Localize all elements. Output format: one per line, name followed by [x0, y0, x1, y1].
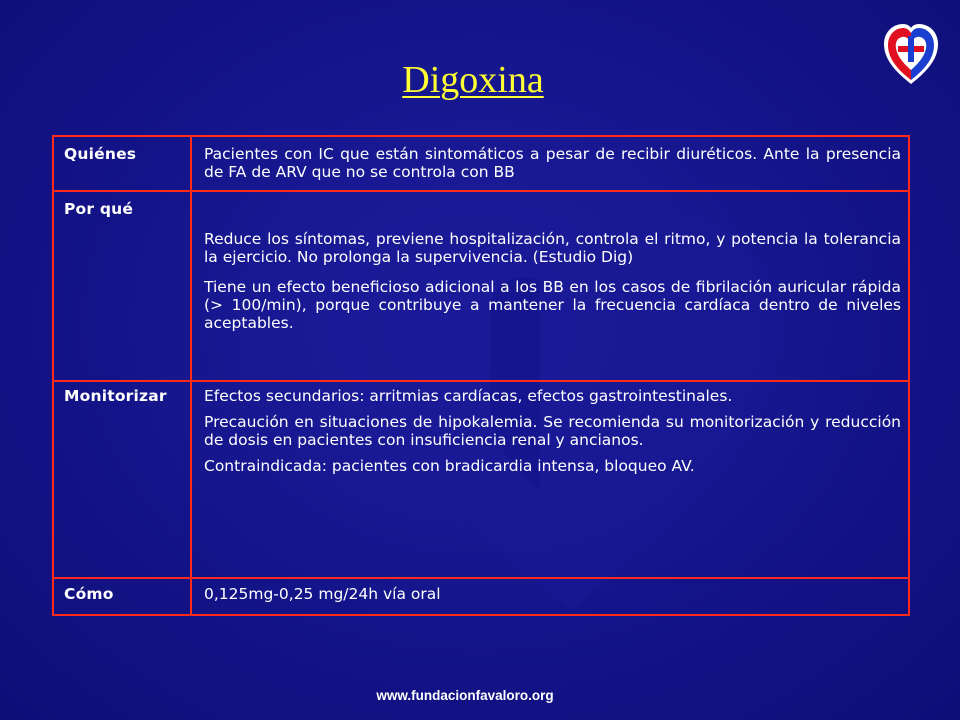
paragraph: Pacientes con IC que están sintomáticos a pesar de recibir diuréticos. Ante la presencia de FA de ARV que no se controla con BB: [204, 145, 901, 181]
row-label-como: Cómo: [64, 585, 114, 603]
paragraph: Contraindicada: pacientes con bradicardia intensa, bloqueo AV.: [204, 457, 695, 475]
row-label-monitorizar: Monitorizar: [64, 387, 167, 405]
row-content-monitorizar: [204, 387, 901, 475]
paragraph: Precaución en situaciones de hipokalemia. Se recomienda su monitorización y reducción de dosis en pacientes con insuficiencia renal y ancianos.: [204, 413, 901, 449]
paragraph: 0,125mg-0,25 mg/24h vía oral: [204, 585, 441, 603]
row-content-por-que: [204, 230, 901, 332]
footer-url: www.fundacionfavaloro.org: [376, 688, 554, 703]
row-content-como: [204, 585, 901, 603]
row-divider: [54, 380, 908, 382]
row-label-por-que: Por qué: [64, 200, 134, 218]
column-divider: [190, 137, 192, 614]
paragraph: Tiene un efecto beneficioso adicional a los BB en los casos de fibrilación auricular rápida (> 100/min), porque contribuye a mantener la frecuencia cardíaca dentro de niveles aceptables.: [204, 278, 901, 332]
row-label-quienes: Quiénes: [64, 145, 137, 163]
slide-title: Digoxina: [402, 59, 544, 101]
paragraph: Reduce los síntomas, previene hospitalización, controla el ritmo, y potencia la tolerancia la ejercicio. No prolonga la supervivencia. (Estudio Dig): [204, 230, 901, 266]
row-divider: [54, 190, 908, 192]
row-divider: [54, 577, 908, 579]
drug-info-table: [52, 135, 910, 616]
paragraph: Efectos secundarios: arritmias cardíacas, efectos gastrointestinales.: [204, 387, 733, 405]
row-content-quienes: [204, 145, 901, 181]
